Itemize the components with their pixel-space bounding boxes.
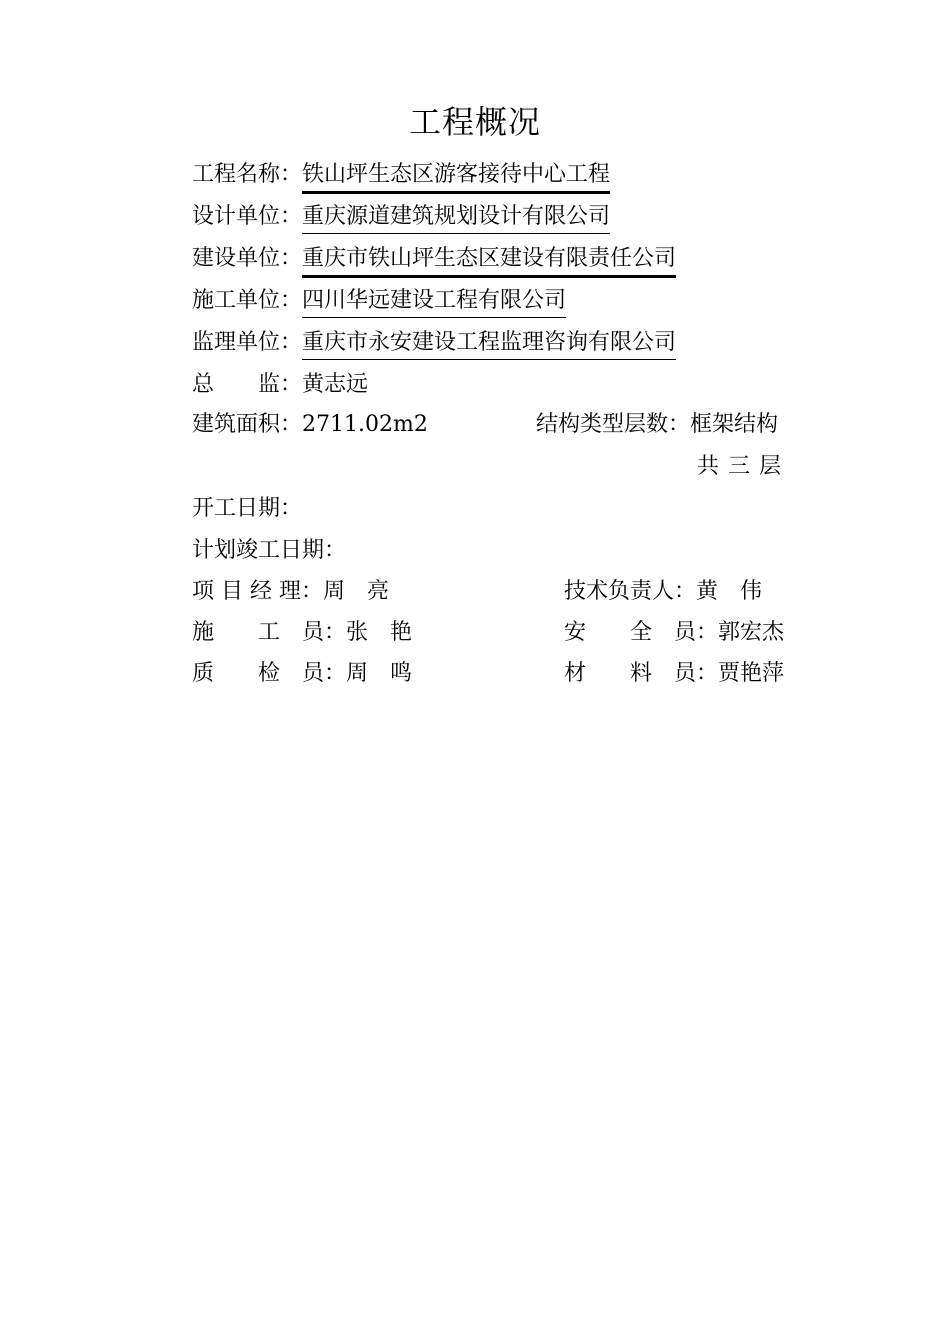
staff-left-label: 施 工 员： [192,620,347,645]
staff-left-value: 周 鸣 [346,661,413,686]
construction-owner-value: 重庆市铁山坪生态区建设有限责任公司 [302,244,676,278]
chief-supervisor-value: 黄志远 [302,372,369,397]
building-area-value: 2711.02m2 [302,412,428,437]
staff-right-label: 材 料 员： [564,661,719,686]
staff-row [192,577,389,607]
planned-completion-row [192,536,346,566]
contractor-row [192,286,566,318]
building-area-label: 建筑面积： [192,412,303,437]
supervisor-unit-value: 重庆市永安建设工程监理咨询有限公司 [302,328,676,360]
design-unit-label: 设计单位： [192,204,303,229]
staff-left-value: 张 艳 [346,620,413,645]
staff-row [192,659,412,689]
planned-completion-label: 计划竣工日期： [192,538,347,563]
building-area-row [192,410,428,440]
staff-left-label: 质 检 员： [192,661,347,686]
chief-supervisor-label: 总 监： [192,372,303,397]
design-unit-row [192,202,610,234]
staff-row-right [564,577,762,607]
staff-right-value: 黄 伟 [696,579,763,604]
staff-row-right [564,659,784,689]
structure-type-value: 框架结构 [690,412,779,437]
contractor-value: 四川华远建设工程有限公司 [302,286,566,318]
design-unit-value: 重庆源道建筑规划设计有限公司 [302,202,610,234]
project-name-row [192,160,610,194]
structure-type-row [536,410,778,440]
staff-right-label: 技术负责人： [564,579,697,604]
staff-right-value: 郭宏杰 [718,620,785,645]
staff-row-right [564,618,784,648]
structure-type-label: 结构类型层数： [536,412,691,437]
project-name-label: 工程名称： [192,162,303,187]
staff-row [192,618,412,648]
supervisor-unit-label: 监理单位： [192,330,303,355]
staff-left-value: 周 亮 [322,579,389,604]
construction-owner-row [192,244,676,278]
start-date-label: 开工日期： [192,496,303,521]
supervisor-unit-row [192,328,676,360]
start-date-row [192,494,302,524]
project-name-value: 铁山坪生态区游客接待中心工程 [302,160,610,194]
contractor-label: 施工单位： [192,288,303,313]
staff-left-label: 项 目 经 理： [192,579,323,604]
structure-floors: 共三层 [697,454,791,479]
construction-owner-label: 建设单位： [192,246,303,271]
staff-right-value: 贾艳萍 [718,661,785,686]
page-title: 工程概况 [408,103,541,141]
chief-supervisor-row [192,370,368,400]
staff-right-label: 安 全 员： [564,620,719,645]
